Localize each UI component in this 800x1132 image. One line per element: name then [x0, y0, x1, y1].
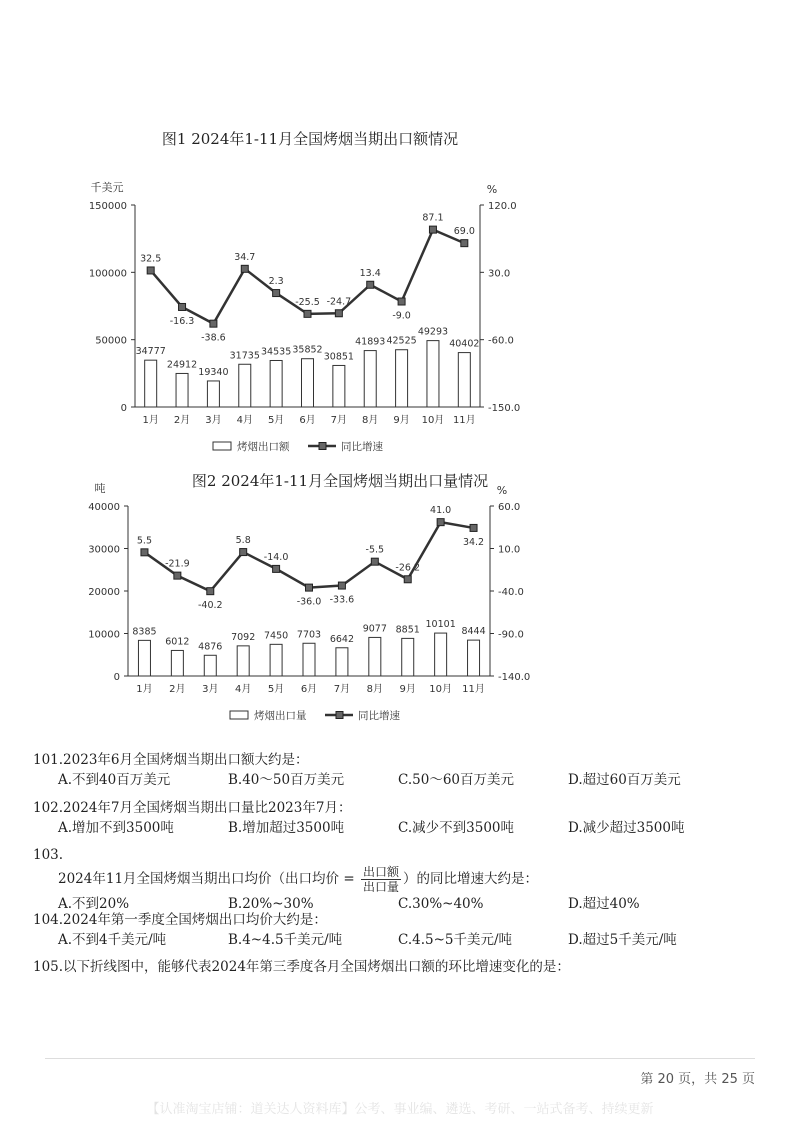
line-data-label: 5.5: [136, 535, 153, 547]
question-stem: 101.2023年6月全国烤烟当期出口额大约是：: [33, 752, 309, 768]
left-tick-label: 100000: [88, 268, 127, 280]
line-point: [179, 303, 186, 310]
question-stem: 102.2024年7月全国烤烟当期出口量比2023年7月：: [33, 800, 352, 816]
option-a[interactable]: A.增加不到3500吨: [58, 820, 174, 836]
chart1-title: 图1 2024年1-11月全国烤烟当期出口额情况: [161, 130, 459, 148]
option-a[interactable]: A.不到40百万美元: [58, 772, 171, 788]
line-point: [470, 524, 477, 531]
x-tick-label: 2月: [169, 684, 186, 695]
line-data-label: -26.2: [395, 562, 421, 574]
left-axis-unit: 吨: [94, 482, 106, 495]
left-tick-label: 150000: [88, 201, 127, 212]
bar-data-label: 35852: [292, 344, 323, 356]
line-data-label: 34.7: [234, 251, 256, 263]
right-tick-label: -60.0: [488, 335, 514, 347]
x-tick-label: 10月: [429, 684, 453, 695]
option-a[interactable]: A.不到4千美元/吨: [58, 932, 167, 948]
line-point: [174, 572, 181, 579]
bar: [270, 360, 282, 407]
line-data-label: 69.0: [453, 226, 475, 238]
line-point: [338, 582, 345, 589]
question-stem: [33, 865, 773, 894]
footer-divider: [45, 1058, 755, 1059]
fraction-numerator: 出口额: [362, 865, 399, 879]
bar: [336, 648, 348, 676]
question-number: 103.: [33, 847, 64, 863]
legend-bar-swatch: [230, 711, 248, 719]
line-point: [141, 549, 148, 556]
question-stem: 104.2024年第一季度全国烤烟出口均价大约是：: [33, 912, 327, 928]
right-axis-unit: %: [486, 183, 498, 196]
left-tick-label: 40000: [88, 502, 120, 513]
x-tick-label: 6月: [299, 415, 316, 426]
growth-line: [151, 230, 465, 324]
x-tick-label: 3月: [202, 684, 219, 695]
line-point: [241, 265, 248, 272]
bar: [207, 381, 219, 407]
bar: [364, 351, 376, 407]
bar-data-label: 34535: [261, 346, 292, 358]
legend-bar-label: 烤烟出口量: [254, 710, 307, 722]
bar: [468, 640, 480, 676]
growth-line: [144, 522, 473, 591]
line-data-label: 13.4: [359, 267, 381, 279]
bar: [270, 644, 282, 676]
right-axis-unit: %: [496, 484, 508, 497]
x-tick-label: 8月: [366, 684, 384, 695]
bar-data-label: 7092: [231, 631, 256, 643]
line-data-label: 34.2: [462, 536, 485, 548]
option-a[interactable]: A.不到20%: [58, 896, 130, 912]
legend-line-marker: [336, 712, 343, 719]
legend-bar-swatch: [213, 442, 231, 450]
bar: [333, 365, 345, 407]
formula-fraction: [361, 865, 401, 894]
right-tick-label: 60.0: [498, 502, 521, 513]
line-point: [147, 267, 154, 274]
line-point: [429, 226, 436, 233]
bar: [303, 643, 315, 676]
line-data-label: 5.8: [235, 535, 251, 547]
line-point: [367, 281, 374, 288]
line-data-label: -9.0: [392, 310, 411, 322]
option-d[interactable]: D.超过5千美元/吨: [568, 932, 677, 948]
x-tick-label: 4月: [236, 415, 253, 426]
right-tick-label: -150.0: [488, 403, 521, 414]
bar-data-label: 9077: [362, 623, 387, 635]
line-data-label: -21.9: [165, 558, 190, 570]
bar-data-label: 8385: [132, 626, 157, 638]
option-b[interactable]: B.4~4.5千美元/吨: [228, 932, 343, 948]
line-point: [398, 298, 405, 305]
bar-data-label: 42525: [386, 335, 417, 347]
right-tick-label: -40.0: [498, 587, 524, 598]
line-point: [210, 320, 217, 327]
line-data-label: -25.5: [295, 296, 320, 308]
line-data-label: -5.5: [365, 544, 385, 556]
question-101: [33, 750, 773, 790]
chart2: [0, 480, 800, 730]
option-d[interactable]: D.超过40%: [568, 896, 640, 912]
line-data-label: -14.0: [263, 551, 289, 563]
x-tick-label: 11月: [452, 415, 476, 426]
x-tick-label: 3月: [205, 415, 222, 426]
x-tick-label: 9月: [393, 415, 410, 426]
x-tick-label: 5月: [267, 684, 285, 695]
bar-data-label: 4876: [198, 641, 223, 653]
left-tick-label: 50000: [95, 335, 127, 347]
x-tick-label: 4月: [234, 684, 252, 695]
bar: [369, 637, 381, 676]
bar-data-label: 6012: [165, 636, 190, 648]
bar: [302, 359, 314, 407]
bar-data-label: 6642: [329, 633, 355, 645]
bar: [138, 640, 150, 676]
question-105: [33, 957, 773, 977]
line-data-label: 41.0: [430, 505, 452, 517]
line-data-label: -16.3: [169, 315, 195, 327]
bar-data-label: 7450: [263, 630, 289, 642]
chart1: [0, 170, 800, 460]
left-tick-label: 20000: [88, 587, 120, 598]
option-b[interactable]: B.增加超过3500吨: [228, 820, 345, 836]
legend-line-marker: [319, 443, 326, 450]
bar: [239, 364, 251, 407]
line-data-label: -36.0: [296, 596, 322, 608]
line-point: [461, 240, 468, 247]
bar: [402, 638, 414, 676]
legend-line-label: 同比增速: [341, 441, 383, 453]
stem-pre: 2024年11月全国烤烟当期出口均价（出口均价 =: [58, 871, 359, 887]
fraction-denominator: 出口量: [362, 880, 399, 894]
legend-bar-label: 烤烟出口额: [237, 441, 290, 453]
bar-data-label: 19340: [198, 366, 229, 378]
line-point: [371, 558, 378, 565]
page-number: 第 20 页，共 25 页: [640, 1072, 755, 1087]
x-tick-label: 2月: [173, 415, 191, 426]
bar: [145, 360, 157, 407]
left-tick-label: 10000: [88, 629, 120, 641]
line-point: [207, 588, 214, 595]
line-point: [437, 519, 444, 526]
option-c[interactable]: C.30%~40%: [398, 896, 484, 912]
question-102: [33, 798, 773, 838]
x-tick-label: 10月: [421, 415, 445, 426]
line-data-label: 32.5: [140, 253, 162, 265]
x-tick-label: 1月: [142, 415, 159, 426]
option-b[interactable]: B.20%~30%: [228, 896, 314, 912]
x-tick-label: 6月: [300, 684, 318, 695]
line-data-label: -33.6: [329, 594, 355, 606]
bar-data-label: 24912: [166, 359, 198, 371]
bar: [176, 373, 188, 407]
x-tick-label: 5月: [267, 415, 285, 426]
line-data-label: -40.2: [197, 600, 223, 612]
stem-post: ）的同比增速大约是：: [402, 871, 538, 887]
chart2-title: 图2 2024年1-11月全国烤烟当期出口量情况: [191, 472, 489, 490]
question-104: [33, 910, 773, 950]
bar-data-label: 8851: [395, 624, 420, 636]
question-stem: 105.以下折线图中，能够代表2024年第三季度各月全国烤烟出口额的环比增速变化的是：: [33, 959, 570, 975]
x-tick-label: 1月: [136, 684, 153, 695]
x-tick-label: 7月: [333, 684, 351, 695]
left-tick-label: 0: [113, 672, 120, 683]
bar-data-label: 31735: [229, 350, 260, 362]
bar-data-label: 30851: [323, 351, 354, 363]
x-tick-label: 7月: [330, 415, 348, 426]
bar: [458, 353, 470, 407]
right-tick-label: -90.0: [498, 629, 524, 641]
line-data-label: -24.7: [326, 296, 352, 308]
bar: [435, 633, 447, 676]
bar: [237, 646, 249, 676]
x-tick-label: 9月: [399, 684, 416, 695]
bar-data-label: 10101: [425, 619, 456, 631]
option-d[interactable]: D.超过60百万美元: [568, 772, 681, 788]
right-tick-label: 30.0: [488, 268, 511, 280]
bar-data-label: 49293: [417, 326, 449, 338]
right-tick-label: -140.0: [498, 672, 531, 683]
line-point: [273, 290, 280, 297]
x-tick-label: 11月: [462, 684, 485, 695]
bar: [427, 341, 439, 407]
bar: [171, 650, 183, 676]
bar-data-label: 41893: [355, 336, 386, 348]
bar-data-label: 7703: [296, 629, 322, 641]
line-point: [240, 549, 247, 556]
bar-data-label: 34777: [135, 346, 166, 358]
line-point: [273, 565, 280, 572]
left-axis-unit: 千美元: [90, 181, 124, 194]
right-tick-label: 10.0: [498, 544, 521, 556]
bar: [396, 350, 408, 407]
option-c[interactable]: C.4.5~5千美元/吨: [398, 932, 513, 948]
line-point: [404, 576, 411, 583]
bar-data-label: 40402: [449, 338, 480, 350]
bar-data-label: 8444: [461, 626, 486, 638]
line-data-label: 2.3: [268, 276, 284, 288]
line-point: [306, 584, 313, 591]
line-point: [335, 310, 342, 317]
legend-line-label: 同比增速: [358, 710, 400, 722]
bar: [204, 655, 216, 676]
option-c[interactable]: C.减少不到3500吨: [398, 820, 514, 836]
left-tick-label: 30000: [88, 544, 120, 556]
question-103: [33, 845, 773, 914]
line-data-label: 87.1: [422, 212, 444, 224]
right-tick-label: 120.0: [488, 201, 517, 212]
option-c[interactable]: C.50～60百万美元: [398, 772, 514, 788]
option-d[interactable]: D.减少超过3500吨: [568, 820, 685, 836]
line-data-label: -38.6: [201, 332, 226, 344]
left-tick-label: 0: [120, 403, 127, 414]
watermark-text: 【认准淘宝店铺：道关达人资料库】公考、事业编、遴选、考研、一站式备考、持续更新: [146, 1102, 654, 1117]
line-point: [304, 310, 311, 317]
option-b[interactable]: B.40～50百万美元: [228, 772, 345, 788]
x-tick-label: 8月: [362, 415, 379, 426]
